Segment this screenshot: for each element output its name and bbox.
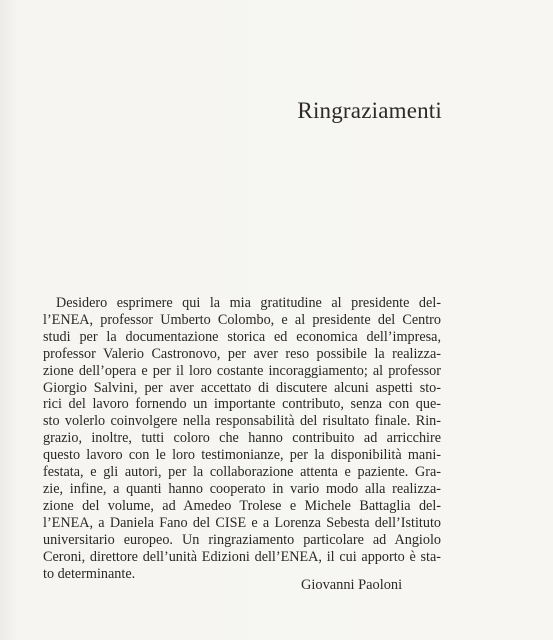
paragraph-line: zione dell’opera e per il loro costante incoraggiamento; al professor <box>43 362 441 379</box>
acknowledgements-paragraph <box>43 295 441 582</box>
paragraph-line: questo lavoro con le loro testimonianze, per la disponibilità mani- <box>43 447 441 464</box>
paragraph-line: Desidero esprimere qui la mia gratitudine al presidente del- <box>56 295 441 311</box>
paragraph-line: l’ENEA, a Daniela Fano del CISE e a Lorenza Sebesta dell’Istituto <box>43 514 441 531</box>
paragraph-line: studi per la documentazione storica ed economica dell’impresa, <box>43 328 441 345</box>
paragraph-line: grazio, inoltre, tutti coloro che hanno contribuito ad arricchire <box>43 430 441 447</box>
paragraph-line: rici del lavoro fornendo un importante contributo, senza con que- <box>43 396 441 413</box>
paragraph-line: Ceroni, direttore dell’unità Edizioni dell’ENEA, il cui apporto è sta- <box>43 548 441 565</box>
paragraph-line: Giorgio Salvini, per aver accettato di discutere alcuni aspetti sto- <box>43 379 441 396</box>
page-title: Ringraziamenti <box>297 98 442 123</box>
paragraph-line: professor Valerio Castronovo, per aver reso possibile la realizza- <box>43 345 441 362</box>
paragraph-line: sto volerlo coinvolgere nella responsabilità del risultato finale. Rin- <box>43 413 441 430</box>
paragraph-line: to determinante. <box>43 565 136 582</box>
paragraph-line: festata, e gli autori, per la collaborazione attenta e paziente. Gra- <box>43 464 441 481</box>
paragraph-line: zie, infine, a quanti hanno cooperato in vario modo alla realizza- <box>43 480 441 497</box>
paragraph-line: zione del volume, ad Amedeo Trolese e Michele Battaglia del- <box>43 497 441 514</box>
paragraph-line: l’ENEA, professor Umberto Colombo, e al presidente del Centro <box>43 311 441 328</box>
author-signature: Giovanni Paoloni <box>301 577 403 593</box>
paragraph-line: universitario europeo. Un ringraziamento particolare ad Angiolo <box>43 531 441 548</box>
